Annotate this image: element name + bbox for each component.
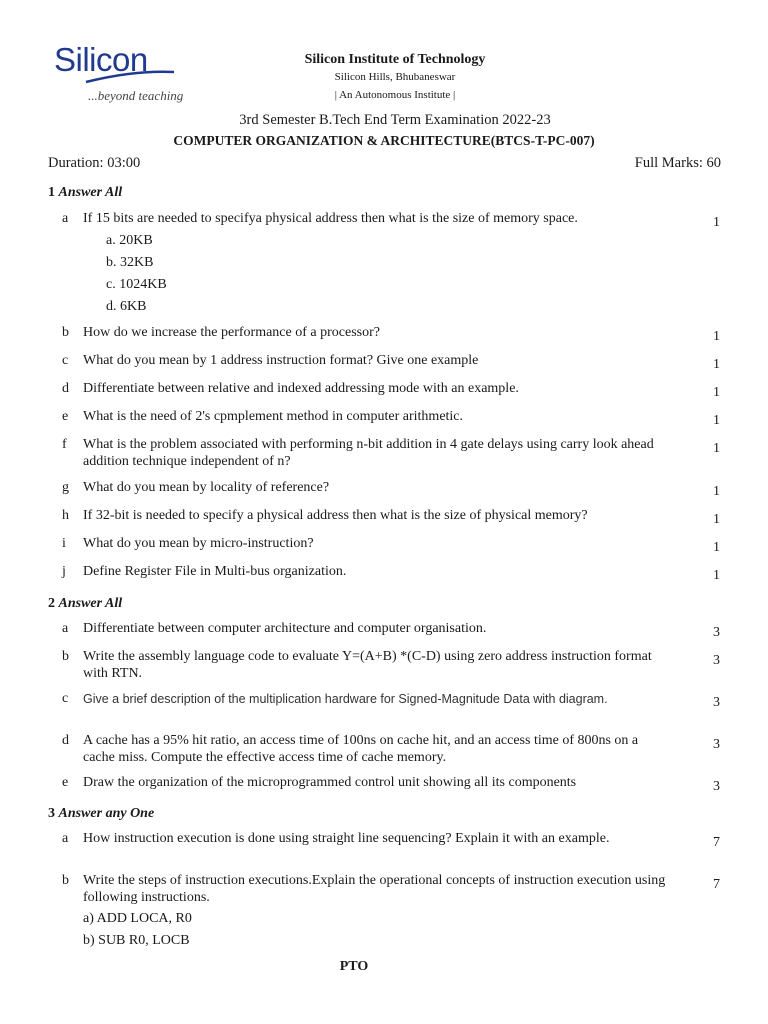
logo-tagline: ...beyond teaching bbox=[88, 88, 184, 103]
exam-title: 3rd Semester B.Tech End Term Examination 2022-23 bbox=[239, 112, 551, 128]
section-number: 1 bbox=[48, 185, 55, 200]
question-letter: c bbox=[62, 691, 69, 706]
question-text: Differentiate between computer architecture and computer organisation. bbox=[83, 621, 487, 636]
option-item: c. 1024KB bbox=[106, 277, 167, 292]
question-marks: 3 bbox=[713, 779, 720, 794]
course-title: COMPUTER ORGANIZATION & ARCHITECTURE(BTCS-T-PC-007) bbox=[173, 133, 595, 148]
institute-name: Silicon Institute of Technology bbox=[304, 52, 486, 67]
institute-status: | An Autonomous Institute | bbox=[334, 89, 456, 101]
question-letter: f bbox=[62, 437, 67, 452]
option-item: d. 6KB bbox=[106, 299, 147, 314]
section-number: 2 bbox=[48, 596, 55, 611]
section-instruction: Answer any One bbox=[58, 806, 155, 821]
question-letter: b bbox=[62, 325, 69, 340]
question-marks: 3 bbox=[713, 695, 720, 710]
question-marks: 3 bbox=[713, 653, 720, 668]
question-marks: 1 bbox=[713, 385, 720, 400]
section-3-heading bbox=[48, 806, 154, 822]
question-text: Give a brief description of the multiplication hardware for Signed-Magnitude Data with diagram. bbox=[83, 692, 608, 706]
question-marks: 1 bbox=[713, 329, 720, 344]
question-text: If 32-bit is needed to specify a physical address then what is the size of physical memory? bbox=[83, 508, 588, 523]
question-letter: a bbox=[62, 211, 69, 226]
question-marks: 1 bbox=[713, 413, 720, 428]
question-text: Write the assembly language code to evaluate Y=(A+B) *(C-D) using zero address instruction format with RTN. bbox=[83, 649, 652, 681]
question-letter: j bbox=[62, 564, 66, 579]
question-text: Draw the organization of the microprogrammed control unit showing all its components bbox=[83, 775, 577, 790]
instruction-item: b) SUB R0, LOCB bbox=[83, 933, 190, 948]
question-letter: a bbox=[62, 621, 69, 636]
question-text: Write the steps of instruction executions.Explain the operational concepts of instruction execution using following instructions. bbox=[83, 873, 666, 905]
logo-swoosh-icon bbox=[84, 68, 176, 84]
question-text: If 15 bits are needed to specifya physical address then what is the size of memory space. bbox=[83, 211, 578, 226]
question-marks: 7 bbox=[713, 835, 720, 850]
question-letter: c bbox=[62, 353, 69, 368]
question-text: Define Register File in Multi-bus organization. bbox=[83, 564, 347, 579]
question-letter: e bbox=[62, 775, 69, 790]
question-text: A cache has a 95% hit ratio, an access time of 100ns on cache hit, and an access time of 800ns on a cache miss. Compute the effective access time of cache memory. bbox=[83, 733, 639, 765]
option-item: b. 32KB bbox=[106, 255, 154, 270]
question-marks: 1 bbox=[713, 568, 720, 583]
question-marks: 1 bbox=[713, 215, 720, 230]
question-marks: 7 bbox=[713, 877, 720, 892]
question-text: What do you mean by locality of reference? bbox=[83, 480, 330, 495]
logo-wordmark: Silicon bbox=[54, 41, 148, 78]
question-marks: 1 bbox=[713, 540, 720, 555]
section-2-heading bbox=[48, 596, 122, 612]
question-letter: g bbox=[62, 480, 69, 495]
question-marks: 1 bbox=[713, 512, 720, 527]
question-letter: d bbox=[62, 381, 69, 396]
full-marks: Full Marks: 60 bbox=[634, 155, 721, 171]
question-letter: a bbox=[62, 831, 69, 846]
question-marks: 3 bbox=[713, 737, 720, 752]
question-text: What is the problem associated with performing n-bit addition in 4 gate delays using carry look ahead addition technique independent of n? bbox=[83, 437, 654, 469]
question-letter: e bbox=[62, 409, 69, 424]
question-letter: b bbox=[62, 873, 69, 888]
question-marks: 1 bbox=[713, 441, 720, 456]
question-letter: i bbox=[62, 536, 66, 551]
question-letter: d bbox=[62, 733, 69, 748]
question-letter: b bbox=[62, 649, 69, 664]
question-text: How do we increase the performance of a processor? bbox=[83, 325, 380, 340]
option-item: a. 20KB bbox=[106, 233, 153, 248]
question-marks: 1 bbox=[713, 357, 720, 372]
question-text: What do you mean by 1 address instruction format? Give one example bbox=[83, 353, 479, 368]
institute-logo bbox=[54, 40, 214, 110]
question-marks: 3 bbox=[713, 625, 720, 640]
question-marks: 1 bbox=[713, 484, 720, 499]
question-text: What is the need of 2's cpmplement method in computer arithmetic. bbox=[83, 409, 464, 424]
question-letter: h bbox=[62, 508, 69, 523]
question-text: What do you mean by micro-instruction? bbox=[83, 536, 314, 551]
section-instruction: Answer All bbox=[58, 596, 123, 611]
page-turn-note: PTO bbox=[339, 959, 369, 974]
section-1-heading bbox=[48, 185, 122, 201]
exam-duration: Duration: 03:00 bbox=[48, 155, 141, 171]
question-text: How instruction execution is done using straight line sequencing? Explain it with an example. bbox=[83, 831, 610, 846]
section-instruction: Answer All bbox=[58, 185, 123, 200]
question-text: Differentiate between relative and indexed addressing mode with an example. bbox=[83, 381, 519, 396]
instruction-item: a) ADD LOCA, R0 bbox=[83, 911, 192, 926]
institute-location: Silicon Hills, Bhubaneswar bbox=[334, 71, 456, 83]
section-number: 3 bbox=[48, 806, 55, 821]
